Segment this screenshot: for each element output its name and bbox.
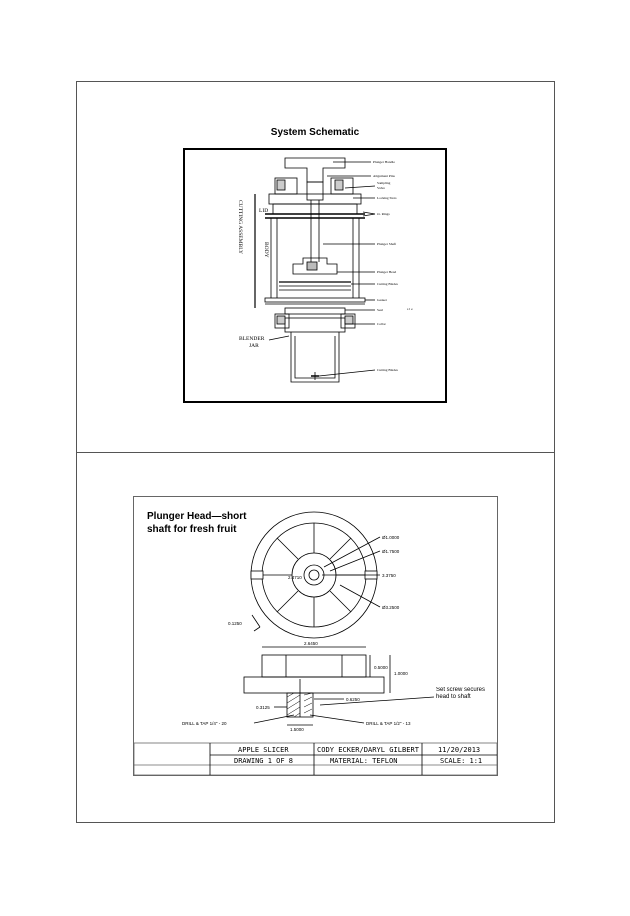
dim-small: 0.3125 [256, 705, 270, 710]
dim-base: 1.5000 [290, 727, 304, 732]
label-gasket: Gasket [377, 298, 387, 302]
system-schematic [183, 148, 447, 403]
dim-h2: 1.0000 [394, 671, 408, 676]
label-seal: Seal [377, 308, 384, 312]
tb-scale: SCALE: 1:1 [440, 757, 483, 765]
tb-material: MATERIAL: TEFLON [330, 757, 398, 765]
dim-d3: Ø3.2500 [382, 605, 400, 610]
label-cutting-assembly: CUTTING ASSEMBLY [237, 200, 243, 254]
tb-part: APPLE SLICER [238, 746, 289, 754]
dim-inner: 0.6250 [346, 697, 360, 702]
slide2-title: Plunger Head—short shaft for fresh fruit [147, 511, 247, 535]
dim-h1: 0.5000 [374, 665, 388, 670]
label-blender-jar-2: JAR [249, 343, 259, 349]
label-plunger-handle: Plunger Handle [373, 160, 395, 164]
label-lid: LID [259, 208, 269, 214]
label-o-rings: O- Rings [377, 212, 390, 216]
dim-gap: 0.1250 [228, 621, 242, 626]
slide1-title: System Schematic [270, 127, 360, 138]
dim-width-top: 2.6450 [304, 641, 318, 646]
label-plunger-head: Plunger Head [377, 270, 397, 274]
label-cutting-blades-bottom: Cutting Blades [377, 368, 398, 372]
label-plunger-shaft: Plunger Shaft [377, 242, 397, 246]
label-sampling-valve-1: Sampling [377, 181, 391, 185]
label-side-marks: s l e [407, 307, 413, 311]
label-locking-slots: Locking Slots [377, 196, 397, 200]
label-alignment-pins: Alignment Pins [373, 174, 395, 178]
label-body: BODY [263, 242, 269, 258]
note-drill-right: DRILL & TAP 1/2" - 13 [366, 721, 411, 726]
label-collar: Collar [377, 322, 386, 326]
label-blender-jar-1: BLENDER [239, 336, 265, 342]
tb-authors: CODY ECKER/DARYL GILBERT [317, 746, 420, 754]
dim-d2: Ø1.7500 [382, 549, 400, 554]
label-cutting-blades: Cutting Blades [377, 282, 398, 286]
plunger-head-svg [134, 497, 497, 775]
dim-r1: 3.3750 [382, 573, 396, 578]
dim-hub: 2.4710 [288, 575, 302, 580]
slide-divider [76, 452, 555, 453]
note-drill-left: DRILL & TAP 1/4" - 20 [182, 721, 227, 726]
tb-date: 11/20/2013 [438, 746, 481, 754]
tb-drawing: DRAWING 1 OF 8 [234, 757, 294, 765]
dim-d1: Ø1.0000 [382, 535, 400, 540]
schematic-drawing [185, 150, 445, 401]
note-set-screw-wrap [436, 687, 496, 709]
label-sampling-valve-2: Valve [377, 186, 385, 190]
note-set-screw: Set screw secures head to shaft [436, 687, 486, 700]
plunger-head-drawing [133, 496, 498, 776]
